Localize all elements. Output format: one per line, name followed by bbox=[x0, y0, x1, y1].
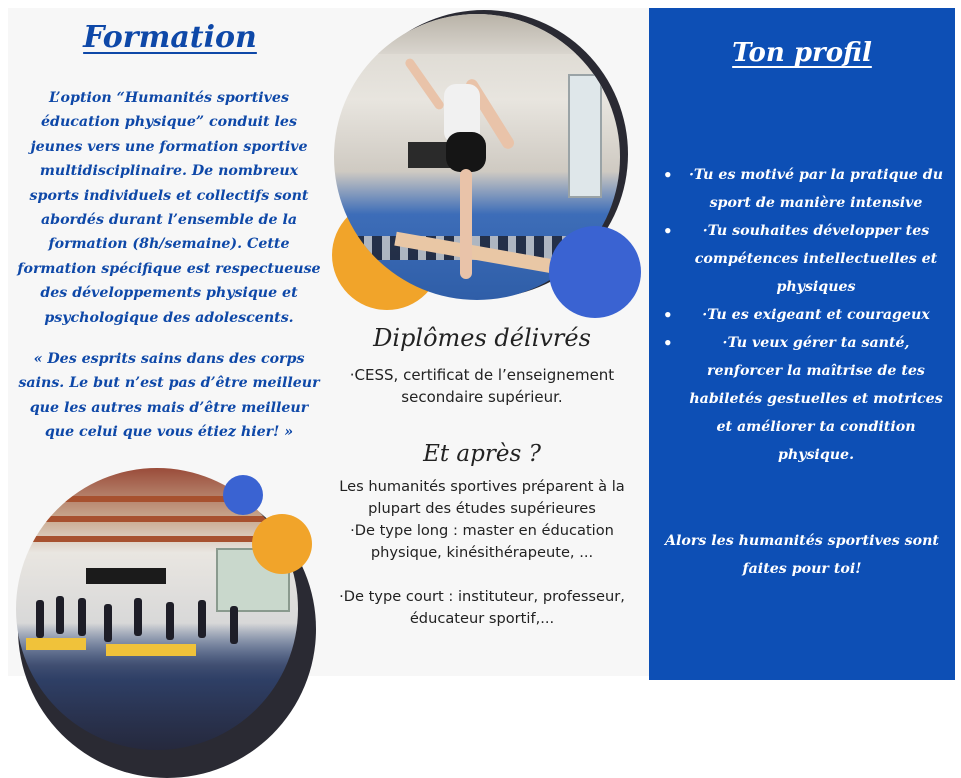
after-heading: Et après ? bbox=[423, 441, 541, 467]
decorative-blue-dot bbox=[223, 475, 263, 515]
photo-mat bbox=[106, 644, 196, 656]
bullet-icon: • bbox=[663, 334, 673, 352]
photo-gymnast bbox=[104, 604, 112, 642]
profile-conclusion: Alors les humanités sportives sont faites pour toi! bbox=[665, 533, 939, 577]
photo-rafter bbox=[16, 516, 298, 522]
after-intro: Les humanités sportives préparent à la plupart des études supérieures bbox=[339, 478, 625, 517]
photo-ceiling bbox=[334, 14, 620, 54]
photo-mat bbox=[26, 638, 86, 650]
photo-gymnast bbox=[78, 598, 86, 636]
photo-window bbox=[568, 74, 602, 198]
diplomas-heading: Diplômes délivrés bbox=[373, 324, 591, 352]
after-text bbox=[336, 476, 628, 630]
photo-gymnast-leg bbox=[460, 169, 472, 279]
photo-gymnast bbox=[230, 606, 238, 644]
photo-gymnast-arm bbox=[404, 57, 446, 111]
formation-heading: Formation bbox=[83, 20, 257, 55]
photo-gymnast bbox=[198, 600, 206, 638]
photo-gymnast bbox=[166, 602, 174, 640]
decorative-orange-dot bbox=[252, 514, 312, 574]
formation-description: L’option “Humanités sportives éducation physique” conduit les jeunes vers une formation sportive multidisciplinaire. De nombreux sports individuels et collectifs sont abordés durant l’ensemble de la formation (8h/semaine). Cette formation spécifique est respectueuse des développements physique et psychologique des adolescents. bbox=[17, 90, 321, 326]
profile-list-item: • ·Tu es motivé par la pratique du sport de manière intensive bbox=[661, 161, 947, 217]
profile-list-item: • ·Tu souhaites développer tes compétences intellectuelles et physiques bbox=[661, 217, 947, 301]
after-long-studies: ·De type long : master en éducation physique, kinésithérapeute, ... bbox=[350, 522, 614, 561]
bullet-icon: • bbox=[663, 306, 673, 324]
profile-list-item: • ·Tu es exigeant et courageux bbox=[661, 301, 947, 329]
after-short-studies: ·De type court : instituteur, professeur, éducateur sportif,... bbox=[339, 588, 625, 627]
bullet-icon: • bbox=[663, 166, 673, 184]
formation-quote: « Des esprits sains dans des corps sains. Le but n’est pas d’être meilleur que les autres mais d’être meilleur que celui que vous étiez hier! » bbox=[18, 351, 320, 441]
profile-list bbox=[661, 161, 947, 469]
photo-banner bbox=[86, 568, 166, 584]
bullet-icon: • bbox=[663, 222, 673, 240]
photo-gymnast bbox=[36, 600, 44, 638]
diplomas-text: ·CESS, certificat de l’enseignement secondaire supérieur. bbox=[349, 366, 615, 406]
photo-gymnast bbox=[134, 598, 142, 636]
profile-list-item: • ·Tu veux gérer ta santé, renforcer la maîtrise de tes habiletés gestuelles et motrices et améliorer ta condition physique. bbox=[661, 329, 947, 469]
photo-gymnast bbox=[56, 596, 64, 634]
decorative-blue-circle bbox=[549, 226, 641, 318]
profile-heading: Ton profil bbox=[732, 38, 872, 68]
photo-gymnast-shorts bbox=[446, 132, 486, 172]
